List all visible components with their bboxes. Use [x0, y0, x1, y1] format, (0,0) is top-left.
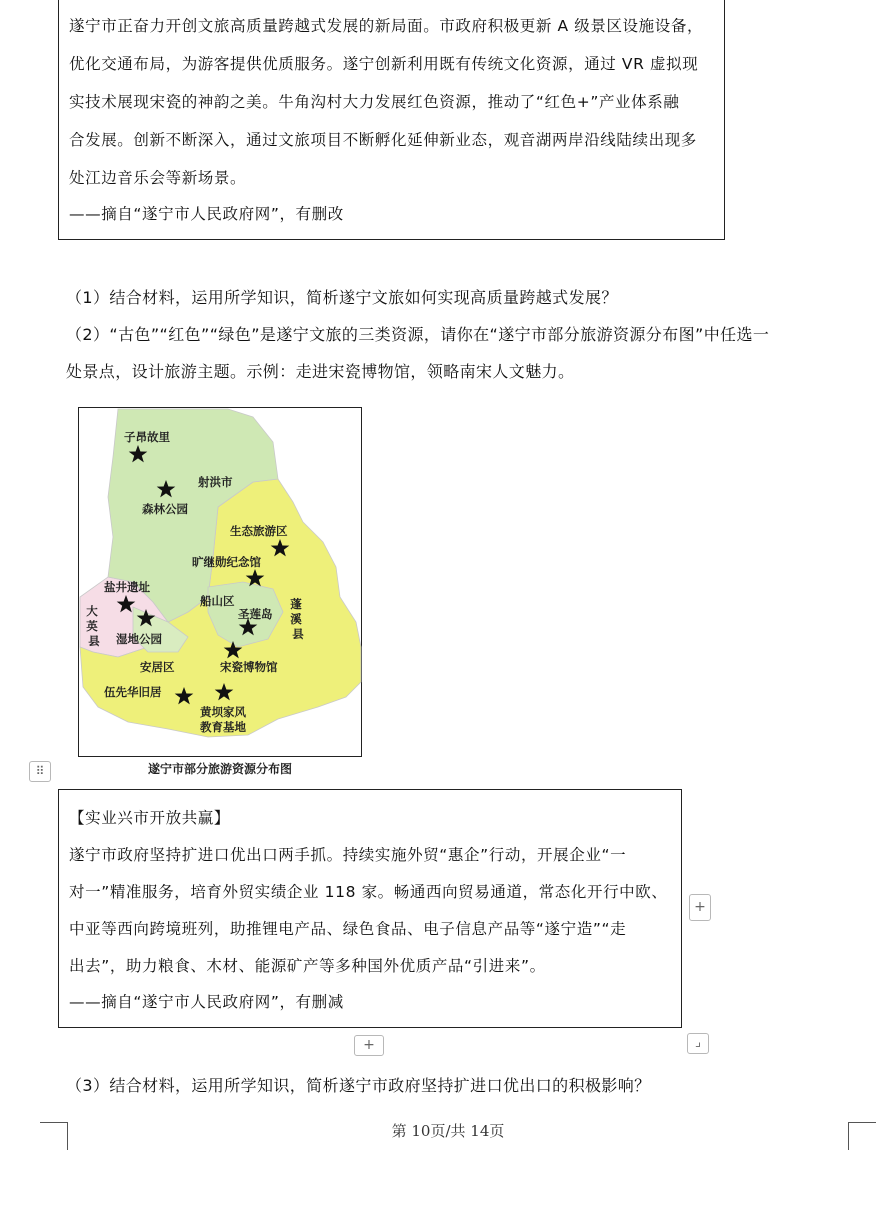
material-2-heading: 【实业兴市开放共赢】	[69, 809, 231, 827]
tourism-map	[78, 407, 362, 757]
material-1-line: 遂宁市正奋力开创文旅高质量跨越式发展的新局面。市政府积极更新 A 级景区设施设备，	[69, 17, 704, 35]
material-2-line: 对一”精准服务，培育外贸实绩企业 118 家。畅通西向贸易通道，常态化开行中欧、	[69, 883, 668, 901]
label-pengxi	[290, 597, 306, 641]
label-huangba-2: 教育基地	[200, 720, 246, 734]
material-2-line: 出去”，助力粮食、木材、能源矿产等多种国外优质产品“引进来”。	[69, 957, 546, 975]
material-1-source: ——摘自“遂宁市人民政府网”，有删改	[69, 205, 344, 223]
material-1-line: 合发展。创新不断深入，通过文旅项目不断孵化延伸新业态，观音湖两岸沿线陆续出现多	[69, 131, 697, 149]
material-box-2	[58, 789, 682, 1028]
label-shenglian: 圣莲岛	[238, 607, 273, 621]
add-row-button[interactable]: +	[354, 1035, 384, 1056]
question-2-line-2: 处景点，设计旅游主题。示例：走进宋瓷博物馆，领略南宋人文魅力。	[66, 362, 575, 381]
label-shidi: 湿地公园	[116, 632, 162, 646]
label-daying	[86, 604, 102, 648]
material-2-line: 中亚等西向跨境班列，助推锂电产品、绿色食品、电子信息产品等“遂宁造”“走	[69, 920, 627, 938]
label-yanjing: 盐井遗址	[104, 580, 150, 594]
material-1-line: 处江边音乐会等新场景。	[69, 169, 247, 187]
label-shengtai: 生态旅游区	[230, 524, 288, 538]
label-shehong: 射洪市	[198, 475, 233, 489]
material-1-line: 实技术展现宋瓷的神韵之美。牛角沟村大力发展红色资源，推动了“红色+”产业体系融	[69, 93, 680, 111]
label-songci: 宋瓷博物馆	[220, 660, 278, 674]
material-2-line: 遂宁市政府坚持扩进口优出口两手抓。持续实施外贸“惠企”行动，开展企业“一	[69, 846, 627, 864]
question-2-line-1: （2）“古色”“红色”“绿色”是遂宁文旅的三类资源，请你在“遂宁市部分旅游资源分布图”中任选一	[66, 325, 770, 344]
material-1-line: 优化交通布局，为游客提供优质服务。遂宁创新利用既有传统文化资源，通过 VR 虚拟现	[69, 55, 699, 73]
label-pengxi-char: 县	[292, 627, 304, 641]
material-box-1	[58, 0, 725, 240]
label-anju: 安居区	[140, 660, 175, 674]
label-chuanshan: 船山区	[200, 594, 235, 608]
label-kuangjixun: 旷继勋纪念馆	[192, 555, 261, 569]
add-column-button[interactable]: +	[689, 894, 711, 921]
label-senlin: 森林公园	[142, 502, 188, 516]
label-daying-char: 大	[86, 604, 98, 618]
table-move-handle[interactable]: ⠿	[29, 761, 51, 782]
material-2-source: ——摘自“遂宁市人民政府网”，有删减	[69, 993, 344, 1011]
label-pengxi-char: 蓬	[290, 597, 302, 611]
table-resize-handle[interactable]: ⌟	[687, 1033, 709, 1054]
label-daying-char: 英	[86, 619, 98, 633]
page-number-footer: 第 10页/共 14页	[391, 1122, 505, 1140]
question-3: （3）结合材料，运用所学知识，简析遂宁市政府坚持扩进口优出口的积极影响？	[66, 1076, 651, 1095]
question-1: （1）结合材料，运用所学知识，简析遂宁文旅如何实现高质量跨越式发展？	[66, 288, 618, 307]
label-ziang: 子昂故里	[124, 430, 170, 444]
label-wuxianhua: 伍先华旧居	[104, 685, 162, 699]
label-daying-char: 县	[88, 634, 100, 648]
label-pengxi-char: 溪	[290, 612, 302, 626]
map-caption: 遂宁市部分旅游资源分布图	[147, 762, 292, 776]
label-huangba-1: 黄坝家风	[200, 705, 246, 719]
